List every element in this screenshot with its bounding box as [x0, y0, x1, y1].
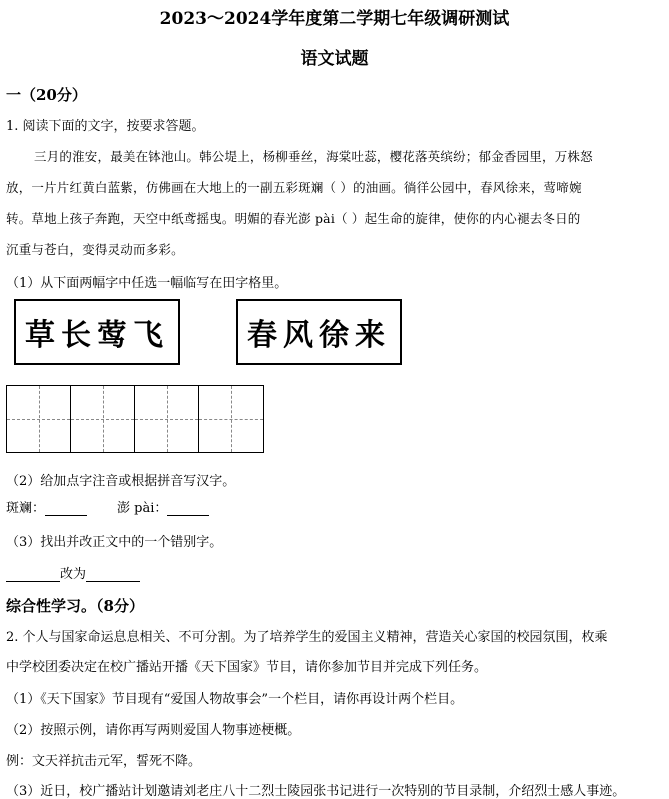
question1-intro: 1. 阅读下面的文字，按要求答题。: [6, 119, 205, 134]
exam-subtitle: 语文试题: [300, 49, 369, 69]
sub-question-2: （2）给加点字注音或根据拼音写汉字。: [6, 474, 236, 489]
passage-line-4: 沉重与苍白，变得灵动而多彩。: [6, 242, 184, 257]
exam-title: 2023～2024学年度第二学期七年级调研测试: [159, 9, 510, 29]
pinyin-item-1: [6, 497, 87, 516]
grid-cell[interactable]: [135, 386, 199, 452]
grid-cell[interactable]: [71, 386, 135, 452]
correction-connector: 改为: [60, 567, 87, 582]
passage-line-3: 转。草地上孩子奔跑，天空中纸鸢摇曳。明媚的春光澎 pài（ ）起生命的旋律，使你的内心褪去冬日的: [6, 211, 581, 226]
pinyin-item-1-label: 斑斓：: [6, 501, 46, 516]
answer-blank[interactable]: [167, 500, 209, 516]
q2-sub-question-3: （3）近日，校广播站计划邀请刘老庄八十二烈士陵园张书记进行一次特别的节目录制，介绍烈士感人事迹。: [6, 784, 626, 799]
sub-question-1: （1）从下面两幅字中任选一幅临写在田字格里。: [6, 276, 288, 291]
grid-cell[interactable]: [7, 386, 71, 452]
q2-sub-question-2: （2）按照示例，请你再写两则爱国人物事迹梗概。: [6, 723, 301, 738]
q2-sub-question-1: （1）《天下国家》节目现有“爱国人物故事会”一个栏目，请你再设计两个栏目。: [6, 692, 464, 707]
tianzige-grid[interactable]: [6, 385, 264, 453]
question2-line-2: 中学校团委决定在校广播站开播《天下国家》节目，请你参加节目并完成下列任务。: [6, 660, 488, 675]
correct-char-blank[interactable]: [86, 566, 140, 582]
pinyin-item-2: [117, 497, 209, 516]
wrong-char-blank[interactable]: [6, 566, 60, 582]
passage-line-1: 三月的淮安，最美在钵池山。韩公堤上，杨柳垂丝，海棠吐蕊，樱花落英缤纷；郁金香园里，万株怒: [34, 149, 593, 164]
answer-blank[interactable]: [45, 500, 87, 516]
section2-heading: 综合性学习。（8分）: [6, 597, 144, 615]
section1-heading: 一（20分）: [6, 86, 87, 104]
question2-line-1: 2. 个人与国家命运息息相关、不可分割。为了培养学生的爱国主义精神，营造关心家国的校园氛围，枚乘: [6, 630, 608, 645]
sub-question-3: （3）找出并改正文中的一个错别字。: [6, 535, 223, 550]
passage-line-2: 放，一片片红黄白蓝紫，仿佛画在大地上的一副五彩斑斓（ ）的油画。徜徉公园中，春风徐来，莺啼婉: [6, 180, 582, 195]
pinyin-item-2-label: 澎 pài：: [117, 501, 168, 516]
calligraphy-sample-2: 春风徐来: [236, 299, 402, 365]
correction-line: [6, 563, 140, 582]
calligraphy-sample-1: 草长莺飞: [14, 299, 180, 365]
q2-example: 例：文天祥抗击元军，誓死不降。: [6, 754, 202, 769]
grid-cell[interactable]: [199, 386, 263, 452]
